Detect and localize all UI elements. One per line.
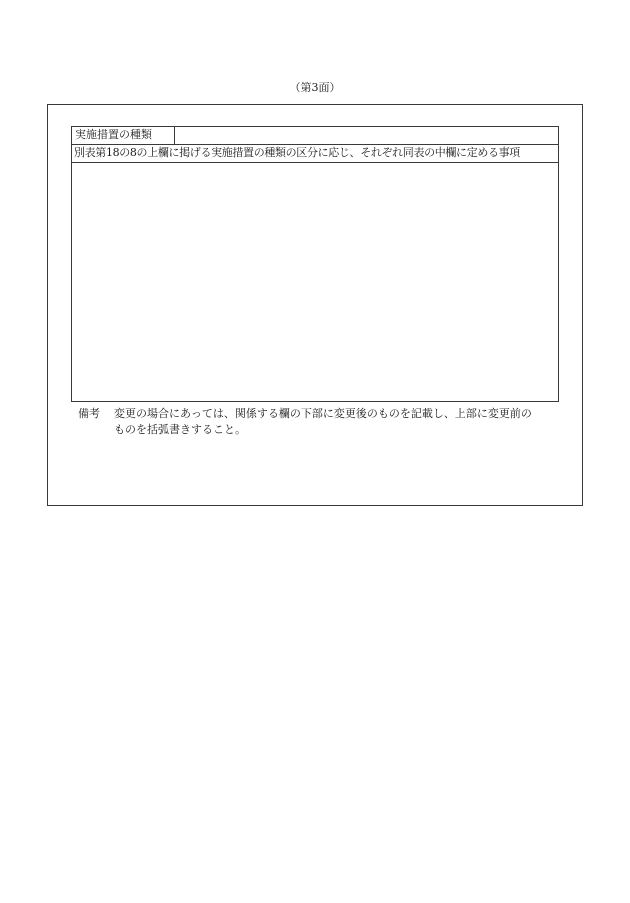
- description-row: [72, 145, 559, 163]
- type-label: 実施措置の種類: [72, 127, 175, 145]
- remarks-line-1: 変更の場合にあっては、関係する欄の下部に変更後のものを記載し、上部に変更前の: [114, 407, 532, 420]
- remarks-label: 備考: [78, 407, 100, 420]
- content-row: [72, 163, 559, 402]
- measures-table: [71, 126, 559, 402]
- content-field[interactable]: [72, 163, 559, 402]
- page-number-heading: （第3面）: [289, 81, 341, 94]
- remarks-text: [114, 406, 562, 438]
- type-value-field[interactable]: [175, 127, 559, 145]
- type-row: [72, 127, 559, 145]
- remarks-line-2: ものを括弧書きすること。: [114, 423, 246, 436]
- description-label: 別表第18の8の上欄に掲げる実施措置の種類の区分に応じ、それぞれ同表の中欄に定める事項: [72, 145, 559, 163]
